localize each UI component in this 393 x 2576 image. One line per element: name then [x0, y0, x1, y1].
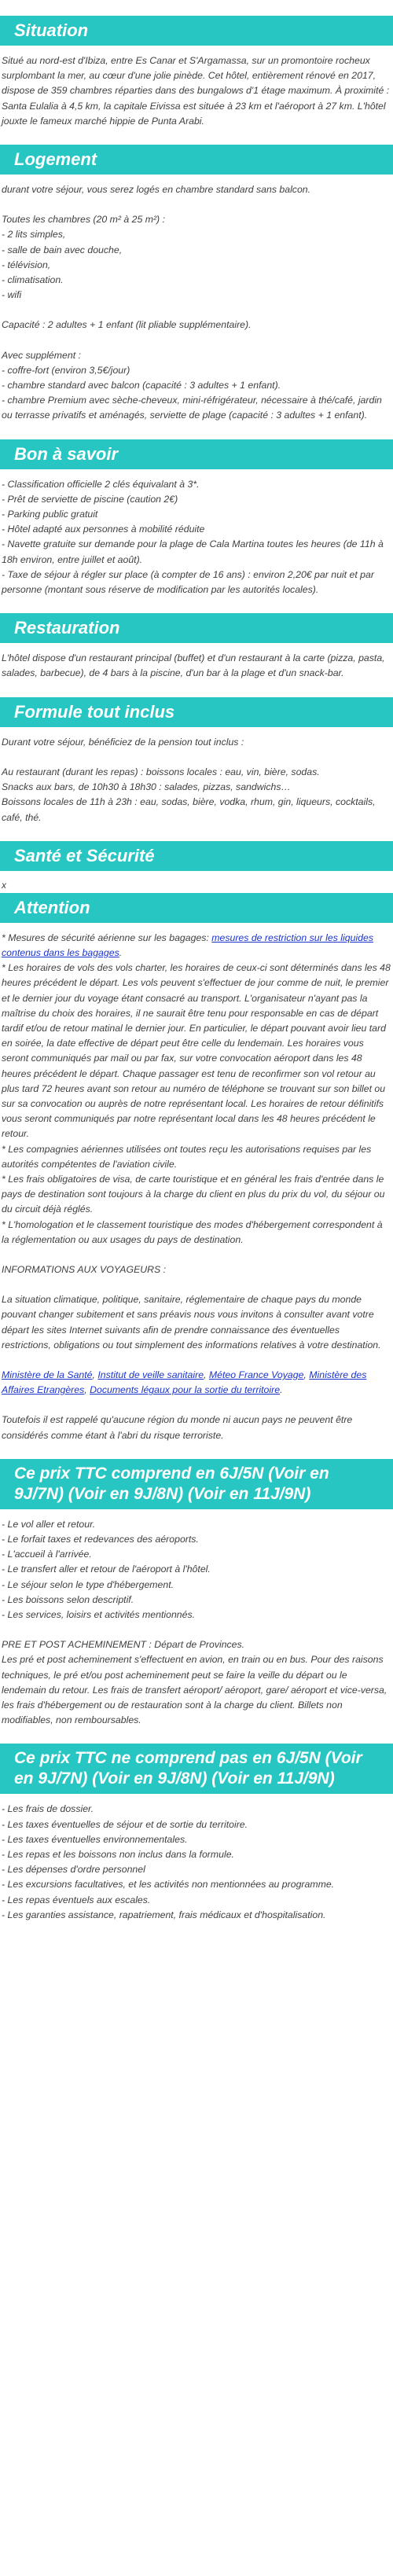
rooms-heading: Toutes les chambres (20 m² à 25 m²) : — [2, 214, 165, 226]
separator: , — [303, 1369, 310, 1380]
excluded-item: - Les taxes éventuelles de séjour et de sortie du territoire. — [2, 1818, 248, 1830]
separator: . — [280, 1384, 283, 1396]
section-header-bon-a-savoir: Bon à savoir — [0, 439, 393, 469]
attention-section — [0, 931, 393, 1443]
bon-a-savoir-section — [0, 477, 393, 598]
logement-intro: durant votre séjour, vous serez logés en chambre standard sans balcon. — [2, 184, 311, 196]
logement-section — [0, 182, 393, 424]
section-header-attention: Attention — [0, 893, 393, 923]
security-suffix: . — [119, 946, 123, 958]
room-feature: - wifi — [2, 289, 22, 301]
section-header-sante: Santé et Sécurité — [0, 841, 393, 871]
included-item: - Les services, loisirs et activités mentionnés. — [2, 1609, 196, 1621]
liquids-restriction-link[interactable]: mesures de restriction sur les liquides contenus dans les bagages — [2, 932, 373, 958]
supplement-heading: Avec supplément : — [2, 349, 81, 361]
included-item: - Le vol aller et retour. — [2, 1518, 96, 1530]
formule-line: Boissons locales de 11h à 23h : eau, sodas, bière, vodka, rhum, gin, liqueurs, cocktails, café, thé. — [2, 796, 376, 823]
fees-paragraph: * Les frais obligatoires de visa, de carte touristique et en général les frais d'entrée dans le pays de destination sont toujours à la charge du client en plus du prix du vol, du séjour ou du circuit déjà réglés. — [2, 1173, 385, 1215]
section-header-prix-ne-comprend-pas: Ce prix TTC ne comprend pas en 6J/5N (Voir en 9J/7N) (Voir en 9J/8N) (Voir en 11J/9N) — [0, 1744, 393, 1794]
travelers-info-heading: INFORMATIONS AUX VOYAGEURS : — [2, 1263, 167, 1275]
excluded-item: - Les garanties assistance, rapatriement, frais médicaux et d'hospitalisation. — [2, 1909, 326, 1920]
formule-line: Snacks aux bars, de 10h30 à 18h30 : salades, pizzas, sandwichs… — [2, 781, 291, 793]
section-header-logement: Logement — [0, 145, 393, 175]
pre-post-acheminement-text: PRE ET POST ACHEMINEMENT : Départ de Provinces. Les pré et post acheminement s'effectuent en avion, en train ou en bus. Pour des raisons techniques, le pré et/ou post acheminement peut se faire la veille du départ ou le lendemain du retour. Les frais de transfert aéroport/ aéroport, gare/ aéroport et vice-versa, les frais d'hébergement ou de restauration sont à la charge du client. Billets non modifiables, non remboursables. — [2, 1639, 387, 1726]
section-header-prix-comprend: Ce prix TTC comprend en 6J/5N (Voir en 9J/7N) (Voir en 9J/8N) (Voir en 11J/9N) — [0, 1459, 393, 1509]
formule-section — [0, 735, 393, 825]
included-item: - Le forfait taxes et redevances des aéroports. — [2, 1534, 199, 1545]
excluded-item: - Les taxes éventuelles environnementales. — [2, 1833, 188, 1845]
info-item: - Taxe de séjour à régler sur place (à compter de 16 ans) : environ 2,20€ par nuit et par personne (montant sous réserve de modification par les autorités locales). — [2, 568, 374, 596]
supplement-item: - chambre standard avec balcon (capacité : 3 adultes + 1 enfant). — [2, 380, 281, 391]
room-feature: - 2 lits simples, — [2, 229, 66, 241]
homologation-paragraph: * L'homologation et le classement touristique des modes d'hébergement correspondent à la réglementation ou aux usages du pays de destination. — [2, 1218, 383, 1245]
terrorism-risk-text: Toutefois il est rappelé qu'aucune région du monde ni aucun pays ne peuvent être considérés comme étant à l'abri du risque terroriste. — [2, 1414, 353, 1441]
included-item: - Le séjour selon le type d'hébergement. — [2, 1578, 174, 1590]
separator: , — [204, 1369, 209, 1380]
info-item: - Prêt de serviette de piscine (caution 2€) — [2, 493, 178, 505]
official-links — [2, 1368, 391, 1398]
info-item: - Navette gratuite sur demande pour la plage de Cala Martina toutes les heures (de 11h à 18h environ, entre juillet et août). — [2, 538, 384, 565]
separator: , — [84, 1384, 90, 1396]
included-item: - Le transfert aller et retour de l'aéroport à l'hôtel. — [2, 1564, 211, 1575]
separator: , — [92, 1369, 98, 1380]
supplement-item: - chambre Premium avec sèche-cheveux, mini-réfrigérateur, nécessaire à thé/café, jardin ou terrasse privatifs et aménagés, serviette de plage (capacité : 3 adultes + 1 enfant). — [2, 395, 382, 421]
sante-placeholder-text: x — [2, 879, 6, 891]
prix-ne-comprend-pas-section — [0, 1802, 393, 1923]
supplement-item: - coffre-fort (environ 3,5€/jour) — [2, 364, 130, 376]
info-item: - Parking public gratuit — [2, 509, 98, 520]
companies-paragraph: * Les compagnies aériennes utilisées ont toutes reçu les autorisations requises par les autorités compétentes de l'aviation civile. — [2, 1143, 372, 1170]
restauration-text: L'hôtel dispose d'un restaurant principal (buffet) et d'un restaurant à la carte (pizza, pasta, salades, barbecue), de 4 bars à la piscine, d'un bar à la plage et d'un snack-bar. — [2, 652, 385, 679]
situation-text: Situé au nord-est d'Ibiza, entre Es Canar et S'Argamassa, sur un promontoire rocheux surplombant la mer, au cœur d'une jolie pinède. Cet hôtel, entièrement rénové en 2017, dispose de 359 chambres réparties dans des bungalows d'1 étage maximum. À proximité : Santa Eulalia à 4,5 km, la capitale Eivissa est située à 23 km et l'aéroport à 27 km. L'hôtel jouxte le fameux marché hippie de Punta Arabi. — [2, 55, 390, 127]
room-feature: - salle de bain avec douche, — [2, 244, 123, 255]
section-header-situation: Situation — [0, 16, 393, 46]
excluded-item: - Les frais de dossier. — [2, 1803, 94, 1815]
room-capacity: Capacité : 2 adultes + 1 enfant (lit pliable supplémentaire). — [2, 319, 252, 331]
section-header-formule: Formule tout inclus — [0, 697, 393, 727]
section-header-restauration: Restauration — [0, 613, 393, 643]
included-item: - Les boissons selon descriptif. — [2, 1593, 134, 1605]
security-paragraph — [2, 931, 391, 961]
affaires-etrangeres-link[interactable]: Ministère des Affaires Etrangères — [2, 1369, 367, 1396]
room-feature: - télévision, — [2, 259, 51, 270]
info-item: - Classification officielle 2 clés équivalant à 3*. — [2, 478, 200, 490]
schedule-paragraph: * Les horaires de vols des vols charter, les horaires de ceux-ci sont déterminés dans les 48 heures précédent le départ. Les vols peuvent s'effectuer de jour comme de nuit, le premier et le dernier jour du voyage étant consacré au transport. L'organisateur n'ayant pas la maîtrise du choix des horaires, il ne saurait être tenu pour responsable en cas de départ tardif et/ou de retour matinal le dernier jour. En particulier, le départ pouvant avoir lieu tard en soirée, la date effective de départ peut être celle du lendemain. Les horaires vous seront communiqués par mail ou par fax, sur votre convocation aéroport dans les 48 heures précédent le départ. Chaque passager est tenu de reconfirmer son vol retour au plus tard 72 heures avant son retour au numéro de téléphone se trouvant sur son billet ou sur sa convocation ou auprès de notre représentant local. Les horaires de retour définitifs vous seront communiqués par notre représentant local dans les 48 heures précédent le retour. — [2, 962, 391, 1140]
excluded-item: - Les repas éventuels aux escales. — [2, 1894, 151, 1905]
situation-section — [0, 53, 393, 129]
restauration-section — [0, 651, 393, 681]
formule-line: Au restaurant (durant les repas) : boissons locales : eau, vin, bière, sodas. — [2, 766, 320, 777]
formule-intro: Durant votre séjour, bénéficiez de la pension tout inclus : — [2, 736, 244, 748]
room-feature: - climatisation. — [2, 274, 64, 286]
security-prefix: * Mesures de sécurité aérienne sur les bagages: — [2, 932, 212, 943]
meteo-france-link[interactable]: Méteo France Voyage — [208, 1369, 304, 1380]
info-item: - Hôtel adapté aux personnes à mobilité réduite — [2, 524, 205, 535]
ministere-sante-link[interactable]: Ministère de la Santé — [2, 1369, 93, 1380]
excluded-item: - Les dépenses d'ordre personnel — [2, 1864, 145, 1876]
prix-comprend-section — [0, 1517, 393, 1729]
excluded-item: - Les repas et les boissons non inclus dans la formule. — [2, 1849, 234, 1861]
excluded-item: - Les excursions facultatives, et les activités non mentionnées au programme. — [2, 1879, 335, 1891]
veille-sanitaire-link[interactable]: Institut de veille sanitaire — [97, 1369, 204, 1380]
included-item: - L'accueil à l'arrivée. — [2, 1549, 92, 1560]
travelers-info-text: La situation climatique, politique, sanitaire, réglementaire de chaque pays du monde pouvant changer subitement et sans préavis nous vous invitons à consulter avant votre départ les sites Internet suivants afin de prendre connaissance des éventuelles restrictions, obligations ou tout simplement des informations relatives à votre destination. — [2, 1294, 381, 1350]
documents-legaux-link[interactable]: Documents légaux pour la sortie du territoire — [90, 1384, 281, 1396]
